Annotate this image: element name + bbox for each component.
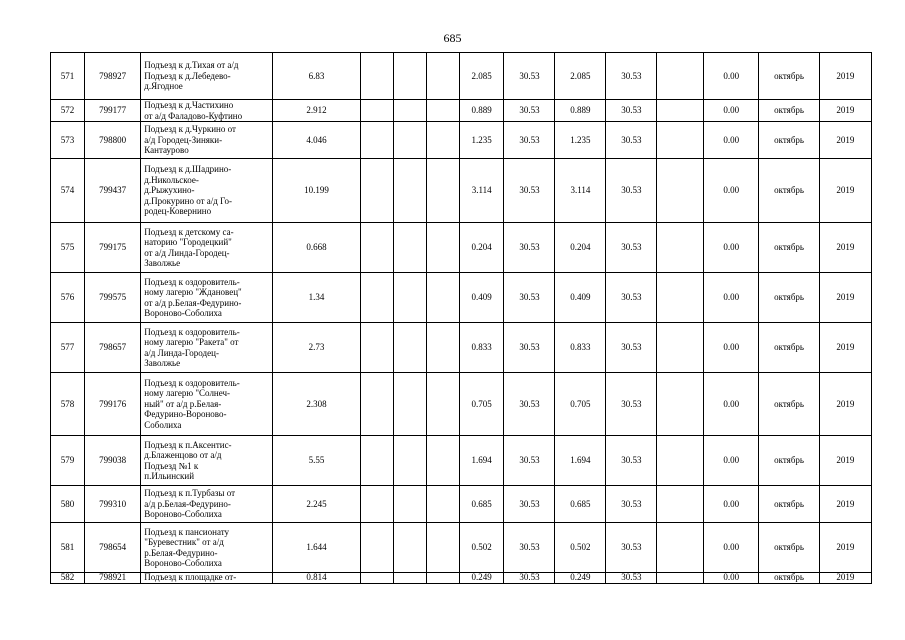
value-2: 30.53	[504, 373, 555, 436]
value-2: 30.53	[504, 523, 555, 573]
empty-cell	[361, 523, 394, 573]
month: октябрь	[759, 273, 820, 323]
road-code: 799575	[84, 273, 140, 323]
value-5: 0.00	[704, 223, 759, 273]
value-5: 0.00	[704, 159, 759, 223]
empty-cell	[394, 53, 427, 100]
value-5: 0.00	[704, 486, 759, 523]
year: 2019	[819, 53, 871, 100]
value-3: 0.685	[555, 486, 606, 523]
value-5: 0.00	[704, 573, 759, 584]
value-3: 0.502	[555, 523, 606, 573]
value-4: 30.53	[606, 573, 657, 584]
table-row	[51, 159, 872, 223]
value-3: 3.114	[555, 159, 606, 223]
empty-cell	[394, 223, 427, 273]
value-2: 30.53	[504, 53, 555, 100]
road-length: 2.912	[272, 100, 360, 122]
empty-cell	[394, 273, 427, 323]
value-2: 30.53	[504, 273, 555, 323]
road-code: 798657	[84, 323, 140, 373]
row-number: 582	[51, 573, 85, 584]
empty-cell	[426, 122, 459, 159]
row-number: 572	[51, 100, 85, 122]
month: октябрь	[759, 486, 820, 523]
year: 2019	[819, 436, 871, 486]
road-length: 0.814	[272, 573, 360, 584]
row-number: 577	[51, 323, 85, 373]
road-name: Подъезд к детскому са- наторию "Городецкий" от а/д Линда-Городец- Заволжье	[141, 223, 273, 273]
empty-cell	[657, 223, 704, 273]
value-4: 30.53	[606, 523, 657, 573]
value-4: 30.53	[606, 53, 657, 100]
road-length: 5.55	[272, 436, 360, 486]
value-4: 30.53	[606, 122, 657, 159]
value-1: 2.085	[459, 53, 504, 100]
road-length: 4.046	[272, 122, 360, 159]
value-1: 0.204	[459, 223, 504, 273]
empty-cell	[426, 573, 459, 584]
road-code: 798927	[84, 53, 140, 100]
value-3: 0.833	[555, 323, 606, 373]
year: 2019	[819, 122, 871, 159]
value-3: 2.085	[555, 53, 606, 100]
table-row	[51, 373, 872, 436]
road-length: 2.245	[272, 486, 360, 523]
month: октябрь	[759, 159, 820, 223]
value-1: 3.114	[459, 159, 504, 223]
value-5: 0.00	[704, 323, 759, 373]
road-name: Подъезд к д.Шадрино- д.Никольское- д.Рыжухино- д.Прокурино от а/д Го- родец-Ковернино	[141, 159, 273, 223]
value-5: 0.00	[704, 373, 759, 436]
empty-cell	[426, 373, 459, 436]
empty-cell	[361, 323, 394, 373]
road-name: Подъезд к оздоровитель- ному лагерю "Солнеч- ный" от а/д р.Белая- Федурино-Вороново- Соболиха	[141, 373, 273, 436]
year: 2019	[819, 273, 871, 323]
value-4: 30.53	[606, 223, 657, 273]
value-1: 0.685	[459, 486, 504, 523]
empty-cell	[657, 436, 704, 486]
value-2: 30.53	[504, 486, 555, 523]
value-2: 30.53	[504, 122, 555, 159]
road-code: 798800	[84, 122, 140, 159]
value-4: 30.53	[606, 436, 657, 486]
road-code: 799177	[84, 100, 140, 122]
empty-cell	[361, 53, 394, 100]
road-length: 2.308	[272, 373, 360, 436]
road-name: Подъезд к оздоровитель- ному лагерю "Ждановец" от а/д р.Белая-Федурино- Вороново-Соболиха	[141, 273, 273, 323]
value-4: 30.53	[606, 323, 657, 373]
table-row	[51, 436, 872, 486]
road-length: 0.668	[272, 223, 360, 273]
table-row	[51, 122, 872, 159]
empty-cell	[657, 573, 704, 584]
row-number: 571	[51, 53, 85, 100]
table-row	[51, 523, 872, 573]
table-row	[51, 223, 872, 273]
year: 2019	[819, 573, 871, 584]
page-number: 685	[443, 31, 462, 45]
value-5: 0.00	[704, 436, 759, 486]
table-row	[51, 323, 872, 373]
value-1: 0.705	[459, 373, 504, 436]
row-number: 574	[51, 159, 85, 223]
road-code: 799310	[84, 486, 140, 523]
empty-cell	[361, 159, 394, 223]
value-2: 30.53	[504, 323, 555, 373]
value-5: 0.00	[704, 100, 759, 122]
value-1: 0.502	[459, 523, 504, 573]
empty-cell	[426, 159, 459, 223]
empty-cell	[361, 573, 394, 584]
value-3: 1.235	[555, 122, 606, 159]
empty-cell	[426, 100, 459, 122]
empty-cell	[657, 159, 704, 223]
value-3: 0.204	[555, 223, 606, 273]
value-4: 30.53	[606, 100, 657, 122]
year: 2019	[819, 373, 871, 436]
empty-cell	[657, 122, 704, 159]
empty-cell	[361, 373, 394, 436]
road-register-table	[50, 52, 872, 584]
value-2: 30.53	[504, 223, 555, 273]
year: 2019	[819, 100, 871, 122]
year: 2019	[819, 223, 871, 273]
empty-cell	[426, 223, 459, 273]
month: октябрь	[759, 122, 820, 159]
value-4: 30.53	[606, 373, 657, 436]
value-1: 1.235	[459, 122, 504, 159]
empty-cell	[657, 273, 704, 323]
road-length: 1.34	[272, 273, 360, 323]
empty-cell	[361, 100, 394, 122]
empty-cell	[361, 122, 394, 159]
road-name: Подъезд к п.Турбазы от а/д р.Белая-Федурино- Вороново-Соболиха	[141, 486, 273, 523]
empty-cell	[394, 373, 427, 436]
empty-cell	[361, 436, 394, 486]
value-1: 0.889	[459, 100, 504, 122]
value-4: 30.53	[606, 273, 657, 323]
empty-cell	[394, 436, 427, 486]
empty-cell	[361, 486, 394, 523]
empty-cell	[394, 486, 427, 523]
road-code: 799437	[84, 159, 140, 223]
empty-cell	[426, 323, 459, 373]
empty-cell	[657, 53, 704, 100]
row-number: 578	[51, 373, 85, 436]
empty-cell	[657, 523, 704, 573]
row-number: 575	[51, 223, 85, 273]
value-4: 30.53	[606, 486, 657, 523]
road-name: Подъезд к д.Чуркино от а/д Городец-Зиняки- Кантаурово	[141, 122, 273, 159]
table-row	[51, 100, 872, 122]
table-row	[51, 486, 872, 523]
row-number: 573	[51, 122, 85, 159]
value-2: 30.53	[504, 573, 555, 584]
value-5: 0.00	[704, 523, 759, 573]
month: октябрь	[759, 223, 820, 273]
empty-cell	[426, 273, 459, 323]
value-2: 30.53	[504, 436, 555, 486]
empty-cell	[394, 159, 427, 223]
empty-cell	[657, 323, 704, 373]
empty-cell	[394, 100, 427, 122]
empty-cell	[426, 53, 459, 100]
year: 2019	[819, 523, 871, 573]
road-length: 10.199	[272, 159, 360, 223]
table-row	[51, 273, 872, 323]
value-2: 30.53	[504, 159, 555, 223]
road-code: 798921	[84, 573, 140, 584]
road-name: Подъезд к пансионату "Буревестник" от а/д р.Белая-Федурино- Вороново-Соболиха	[141, 523, 273, 573]
year: 2019	[819, 159, 871, 223]
empty-cell	[394, 573, 427, 584]
table-row	[51, 573, 872, 584]
empty-cell	[394, 122, 427, 159]
empty-cell	[361, 273, 394, 323]
empty-cell	[394, 523, 427, 573]
road-name: Подъезд к оздоровитель- ному лагерю "Ракета" от а/д Линда-Городец- Заволжье	[141, 323, 273, 373]
road-length: 2.73	[272, 323, 360, 373]
road-code: 799176	[84, 373, 140, 436]
road-name: Подъезд к площадке от-	[141, 573, 273, 584]
row-number: 579	[51, 436, 85, 486]
row-number: 581	[51, 523, 85, 573]
empty-cell	[657, 373, 704, 436]
value-2: 30.53	[504, 100, 555, 122]
month: октябрь	[759, 53, 820, 100]
value-3: 0.249	[555, 573, 606, 584]
road-length: 6.83	[272, 53, 360, 100]
value-1: 1.694	[459, 436, 504, 486]
value-3: 0.409	[555, 273, 606, 323]
value-5: 0.00	[704, 273, 759, 323]
road-code: 799038	[84, 436, 140, 486]
road-length: 1.644	[272, 523, 360, 573]
value-1: 0.409	[459, 273, 504, 323]
value-3: 1.694	[555, 436, 606, 486]
empty-cell	[361, 223, 394, 273]
road-name: Подъезд к д.Тихая от а/д Подъезд к д.Лебедево- д.Ягодное	[141, 53, 273, 100]
empty-cell	[426, 436, 459, 486]
value-5: 0.00	[704, 53, 759, 100]
row-number: 576	[51, 273, 85, 323]
road-code: 799175	[84, 223, 140, 273]
year: 2019	[819, 323, 871, 373]
month: октябрь	[759, 323, 820, 373]
year: 2019	[819, 486, 871, 523]
value-1: 0.833	[459, 323, 504, 373]
value-3: 0.889	[555, 100, 606, 122]
value-4: 30.53	[606, 159, 657, 223]
table-row	[51, 53, 872, 100]
empty-cell	[394, 323, 427, 373]
road-name: Подъезд к п.Аксентис- д.Блаженцово от а/д Подъезд №1 к п.Ильинский	[141, 436, 273, 486]
month: октябрь	[759, 100, 820, 122]
empty-cell	[657, 486, 704, 523]
road-code: 798654	[84, 523, 140, 573]
value-5: 0.00	[704, 122, 759, 159]
empty-cell	[426, 486, 459, 523]
month: октябрь	[759, 573, 820, 584]
month: октябрь	[759, 523, 820, 573]
value-1: 0.249	[459, 573, 504, 584]
road-name: Подъезд к д.Частихино от а/д Фаладово-Куфтино	[141, 100, 273, 122]
row-number: 580	[51, 486, 85, 523]
empty-cell	[657, 100, 704, 122]
month: октябрь	[759, 436, 820, 486]
month: октябрь	[759, 373, 820, 436]
value-3: 0.705	[555, 373, 606, 436]
empty-cell	[426, 523, 459, 573]
